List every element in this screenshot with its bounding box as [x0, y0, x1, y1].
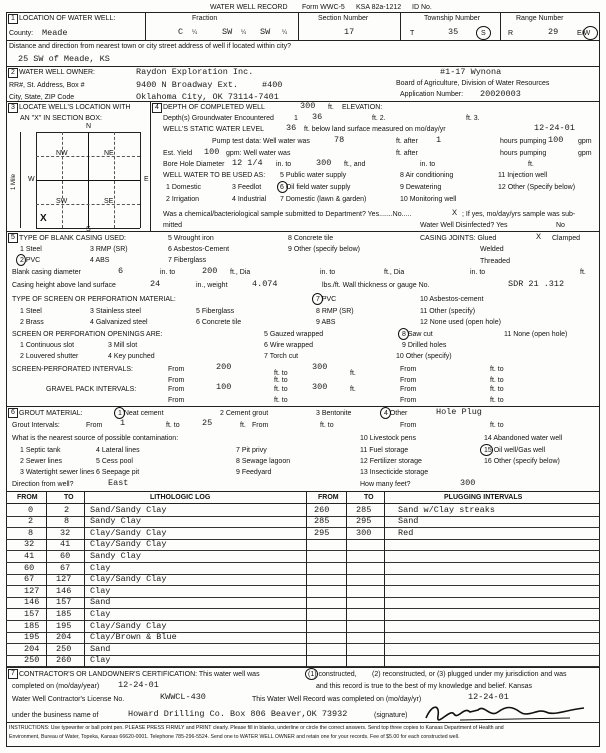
- grout-label: GROUT MATERIAL:: [19, 410, 83, 417]
- lith-from-cell: 195: [24, 632, 40, 643]
- completion-date: 12-24-01: [118, 680, 159, 690]
- chem-label: Was a chemical/bacteriological sample submitted to Department? Yes.......No.....: [163, 211, 412, 218]
- plug-description-cell: Red: [398, 527, 414, 538]
- grid-horizontal-line: [36, 228, 140, 229]
- lith-from-cell: 60: [24, 562, 35, 573]
- bore-depth: 300: [316, 158, 332, 168]
- lith-description-cell: Sandy Clay: [90, 516, 142, 527]
- lith-to-cell: 185: [56, 608, 72, 619]
- lith-from-cell: 250: [24, 655, 40, 666]
- business-label: under the business name of: [12, 712, 99, 719]
- lith-to-cell: 204: [56, 632, 72, 643]
- lith-from-cell: 8: [28, 527, 34, 538]
- distance-value: 25 SW of Meade, KS: [18, 54, 110, 64]
- lith-to-cell: 67: [60, 562, 71, 573]
- section-4-number: 4: [152, 103, 162, 113]
- grout-other-circle: [380, 407, 391, 419]
- groundwater-depth-1: 36: [312, 112, 323, 122]
- section-7-number: 7: [8, 669, 18, 679]
- groundwater-label: Depth(s) Groundwater Encountered: [163, 115, 274, 122]
- contamination-label: What is the nearest source of possible contamination:: [12, 435, 179, 442]
- yield-value: 100: [204, 147, 220, 157]
- id-number-label: ID No.: [412, 4, 432, 11]
- lith-to-cell: 8: [64, 516, 70, 527]
- instructions-line-1: INSTRUCTIONS: Use typewriter or ball point pen. PLEASE PRESS FIRMLY and PRINT clearly. Please fill in blanks, underline or circle the correct answers. Send top three copies to Kansas Department of Health and: [9, 725, 504, 731]
- lith-description-cell: Clay/Sandy Clay: [90, 620, 167, 631]
- board-label: Board of Agriculture, Division of Water Resources: [396, 80, 550, 87]
- constructed-circle: [305, 668, 318, 680]
- lith-to-cell: 32: [60, 527, 71, 538]
- fraction-label: Fraction: [192, 15, 218, 22]
- city-label: City, State, ZIP Code: [9, 94, 75, 101]
- direction-value: East: [108, 478, 129, 488]
- casing-depth: 200: [202, 266, 218, 276]
- gravel-pack-to: 300: [312, 382, 328, 392]
- lith-description-cell: Sand/Sandy Clay: [90, 504, 167, 515]
- distance-feet-value: 300: [460, 478, 476, 488]
- static-date: 12-24-01: [534, 123, 575, 133]
- lith-from-cell: 204: [24, 643, 40, 654]
- section-number-value: 17: [344, 27, 355, 37]
- plug-description-cell: Sand: [398, 516, 419, 527]
- owner-city: Oklahoma City, OK 73114-7401: [136, 92, 279, 102]
- lith-to-cell: 2: [64, 504, 70, 515]
- instructions-line-2: Environment, Bureau of Water, Topeka, Kansas 66620-0001. Telephone 785-296-5524. Send one to WATER WELL OWNER and retain one for your records. Fee of $5.00 for each constructed well.: [9, 734, 460, 740]
- ksa-reference: KSA 82a-1212: [356, 4, 402, 11]
- lith-from-cell: 146: [24, 597, 40, 608]
- casing-label: TYPE OF BLANK CASING USED:: [19, 235, 126, 242]
- plug-description-cell: Sand w/Clay streaks: [398, 504, 495, 515]
- section-3-number: 3: [8, 103, 18, 113]
- openings-sawcut-circle: [398, 328, 409, 340]
- owner-suite: #400: [262, 80, 283, 90]
- section-location-grid: [36, 132, 140, 228]
- owner-label: WATER WELL OWNER:: [19, 69, 95, 76]
- lith-description-cell: Clay: [90, 655, 111, 666]
- grout-other-value: Hole Plug: [436, 407, 482, 417]
- lith-to-cell: 146: [56, 585, 72, 596]
- casing-diameter: 6: [118, 266, 124, 276]
- bore-diameter: 12 1/4: [232, 158, 263, 168]
- county-label: County:: [9, 30, 34, 37]
- license-label: Water Well Contractor's License No.: [12, 696, 125, 703]
- lith-from-cell: 41: [24, 550, 35, 561]
- township-value: 35: [448, 27, 459, 37]
- pump-label: Pump test data: Well water was: [212, 138, 310, 145]
- pump-value: 78: [334, 135, 345, 145]
- casing-height: 24: [150, 279, 161, 289]
- well-location-mark: X: [40, 213, 47, 224]
- grid-horizontal-line: [36, 204, 140, 205]
- range-value: 29: [548, 27, 559, 37]
- fraction-q2: SW: [222, 27, 233, 37]
- casing-diameter-label: Blank casing diameter: [12, 269, 81, 276]
- screen-intervals-label: SCREEN-PERFORATED INTERVALS:: [12, 366, 133, 373]
- grout-to: 25: [202, 418, 213, 428]
- casing-sdr: SDR 21 .312: [508, 279, 565, 289]
- application-number: 20020003: [480, 89, 521, 99]
- location-label: LOCATION OF WATER WELL:: [19, 15, 116, 22]
- depth-value: 300: [300, 101, 316, 111]
- grid-horizontal-line: [36, 180, 140, 181]
- contamination-oilwell-circle: [480, 444, 493, 456]
- screen-pvc-circle: [312, 293, 323, 305]
- address-label: RR#, St. Address, Box #: [9, 82, 85, 89]
- lith-description-cell: Sand: [90, 597, 111, 608]
- section-number-label: Section Number: [318, 15, 369, 22]
- distance-feet-label: How many feet?: [360, 481, 411, 488]
- lithologic-log-header: LITHOLOGIC LOG: [150, 494, 211, 501]
- grid-vertical-line: [140, 132, 141, 228]
- lith-from-cell: 2: [28, 516, 34, 527]
- range-west-circle: [583, 26, 598, 40]
- lith-to-cell: 157: [56, 597, 72, 608]
- lith-description-cell: Clay/Brown & Blue: [90, 632, 177, 643]
- plug-from-cell: 285: [314, 516, 330, 527]
- plug-to-cell: 300: [356, 527, 372, 538]
- screen-interval-to: 300: [312, 362, 328, 372]
- lith-description-cell: Clay/Sandy Clay: [90, 527, 167, 538]
- screen-label: TYPE OF SCREEN OR PERFORATION MATERIAL:: [12, 296, 176, 303]
- record-date: 12-24-01: [468, 692, 509, 702]
- casing-weight: 4.074: [252, 279, 278, 289]
- gravel-pack-label: GRAVEL PACK INTERVALS:: [46, 386, 137, 393]
- lith-description-cell: Sandy Clay: [90, 550, 142, 561]
- grout-from: 1: [120, 418, 126, 428]
- lith-to-cell: 41: [60, 539, 71, 550]
- lith-to-cell: 260: [56, 655, 72, 666]
- locate-label-2: AN "X" IN SECTION BOX:: [20, 115, 102, 122]
- yield-label: Est. Yield: [163, 150, 193, 157]
- section-1-number: 1: [8, 14, 18, 24]
- screen-interval-from: 200: [216, 362, 232, 372]
- owner-name: Raydon Exploration Inc.: [136, 67, 254, 77]
- pump-hours: 1: [436, 135, 442, 145]
- use-label: WELL WATER TO BE USED AS:: [163, 172, 266, 179]
- plug-to-cell: 285: [356, 504, 372, 515]
- lith-to-cell: 60: [60, 550, 71, 561]
- section-6-number: 6: [8, 408, 18, 418]
- direction-label: Direction from well?: [12, 481, 74, 488]
- static-label: WELL'S STATIC WATER LEVEL: [163, 126, 265, 133]
- lith-from-cell: 32: [24, 539, 35, 550]
- lith-description-cell: Clay: [90, 608, 111, 619]
- use-oilfield-circle: [277, 181, 288, 193]
- lith-to-cell: 250: [56, 643, 72, 654]
- lith-from-cell: 67: [24, 574, 35, 585]
- plugging-intervals-header: PLUGGING INTERVALS: [444, 494, 523, 501]
- plug-from-cell: 295: [314, 527, 330, 538]
- range-label: Range Number: [516, 15, 564, 22]
- plug-from-cell: 260: [314, 504, 330, 515]
- lith-description-cell: Clay: [90, 585, 111, 596]
- lith-from-cell: 127: [24, 585, 40, 596]
- form-title: WATER WELL RECORD: [210, 4, 288, 11]
- form-number: Form WWC-5: [302, 4, 345, 11]
- business-name: Howard Drilling Co. Box 806 Beaver,OK 73932: [128, 709, 348, 719]
- pump-gpm: 100: [548, 135, 564, 145]
- depth-label: DEPTH OF COMPLETED WELL: [163, 104, 265, 111]
- application-label: Application Number:: [400, 91, 464, 98]
- distance-label: Distance and direction from nearest town or city street address of well if located within city?: [9, 43, 292, 50]
- well-name: #1-17 Wynona: [440, 67, 502, 77]
- grid-vertical-line: [114, 132, 115, 228]
- bore-label: Bore Hole Diameter: [163, 161, 225, 168]
- license-number: KWWCL-430: [160, 692, 206, 702]
- certification-label: CONTRACTOR'S OR LANDOWNER'S CERTIFICATION: This water well was: [19, 671, 260, 678]
- lith-from-cell: 0: [28, 504, 34, 515]
- lith-description-cell: Clay: [90, 562, 111, 573]
- fraction-q1: C: [178, 27, 184, 37]
- casing-height-label: Casing height above land surface: [12, 282, 116, 289]
- lith-description-cell: Clay/Sandy Clay: [90, 574, 167, 585]
- section-5-number: 5: [8, 233, 18, 243]
- elevation-label: ELEVATION:: [342, 104, 383, 111]
- static-value: 36: [286, 123, 297, 133]
- county-value: Meade: [42, 28, 68, 38]
- lith-description-cell: Clay/Sandy Clay: [90, 539, 167, 550]
- owner-address: 9400 N Broadway Ext.: [136, 80, 239, 90]
- township-label: Township Number: [424, 15, 481, 22]
- lith-to-cell: 195: [56, 620, 72, 631]
- township-south-circle: [476, 26, 491, 40]
- lith-from-cell: 157: [24, 608, 40, 619]
- plug-to-cell: 295: [356, 516, 372, 527]
- grout-intervals-label: Grout Intervals:: [12, 422, 60, 429]
- contractor-signature: [420, 700, 590, 724]
- casing-pvc-circle: [16, 254, 26, 266]
- lith-from-cell: 185: [24, 620, 40, 631]
- section-2-number: 2: [8, 68, 18, 78]
- fraction-q3: SW: [260, 27, 271, 37]
- lith-description-cell: Sand: [90, 643, 111, 654]
- lith-to-cell: 127: [56, 574, 72, 585]
- gravel-pack-from: 100: [216, 382, 232, 392]
- openings-label: SCREEN OR PERFORATION OPENINGS ARE:: [12, 331, 163, 338]
- locate-label: LOCATE WELL'S LOCATION WITH: [19, 104, 131, 111]
- water-well-record-form: WATER WELL RECORD Form WWC-5 KSA 82a-1212 ID No. 1 LOCATION OF WATER WELL: County: Meade Fraction C ¼ SW ¼ SW ¼ Section Number 17 Township Number T 35 S Range Number R 29 E/W Distance and direction from nearest town or city street address of well if located within city? 25 SW of Meade, KS 2 WATER WELL OWNER: Raydon Exploration Inc. RR#, St. Address, Box # 9400 N Broadway Ext. #400 City, State, ZIP Code Oklahoma City, OK 73114-7401 #1-17 Wynona Board of Agriculture, Division of Water Resources Application Number: 20020003 3 LOCATE WELL'S LOCATION WITH AN "X" IN SECTION BOX: N S W E 1 Mile NW NE SW SE X 4 DEPTH OF COMPLETED WELL 300 ft. ELEVATION: Depth(s) Groundwater Encountered 1 36 ft. 2. ft. 3. WELL'S STATIC WATER LEVEL 36 ft. below land surface measured on mo/day/yr 12-24-01 Pump test data: Well water was 78 ft. after 1 hours pumping 100 gpm Est. Yield 100 gpm: Well water was ft. after hours pumping gpm Bore Hole Diameter 12 1/4 in. to 300 ft., and in. to ft. WELL WATER TO BE USED AS: 5 Public water supply 8 Air conditioning 11 Injection well 1 Domestic 3 Feedlot 6 Oil field water supply 9 Dewatering 12 Other (Specify below) 2 Irrigation 4 Industrial 7 Domestic (lawn & garden) 10 Monitoring well Was a chemical/bacteriological sample submitted to Department? Yes.......No..... X ; If yes, mo/day/yrs sample was sub- mitted Water Well Disinfected? Yes No 5 TYPE OF BLANK CASING USED: 1 Steel 2 PVC 3 RMP (SR) 4 ABS 5 Wrought iron 6 Asbestos-Cement 7 Fiberglass 8 Concrete tile 9 Other (specify below) CASING JOINTS: Glued X Clamped Welded Threaded Blank casing diameter 6 in. to 200 ft., Dia in. to ft., Dia in. to ft. Casing height above land surface 24 in., weight 4.074 lbs./ft. Wall thickness or gauge No. SDR 21 .312 TYPE OF SCREEN OR PERFORATION MATERIAL: 1 Steel 2 Brass 3 Stainless steel 4 Galvanized steel 5 Fiberglass 6 Concrete tile 7 PVC 8 RMP (SR) 9 ABS 10 Asbestos-cement 11 Other (specify) 12 None used (open hole) SCREEN OR PERFORATION OPENINGS ARE: 1 Continuous slot 2 Louvered shutter 3 Mill slot 4 Key punched 5 Gauzed wrapped 6 Wire wrapped 7 Torch cut 8 Saw cut 9 Drilled holes 10 Other (specify) 11 None (open hole) SCREEN-PERFORATED INTERVALS: From 200 ft. to 300 ft. From ft. to From ft. to From ft. to GRAVEL PACK INTERVALS: From 100 ft. to 300 ft. From ft. to From ft. to From ft. to 6 GROUT MATERIAL: 1 Neat cement 2 Cement grout 3 Bentonite 4 Other Hole Plug Grout Intervals: From 1 ft. to 25 ft. From ft. to From ft. to What is the nearest source of possible contamination: 1 Septic tank 4 Lateral lines 7 Pit privy 10 Livestock pens 14 Abandoned water well 2 Sewer lines 5 Cess pool 8 Sewage lagoon 11 Fuel storage 15 Oil well/Gas well 3 Watertight sewer lines 6 Seepage pit 9 Feedyard 12 Fertilizer storage 16 Other (specify below) 13 Insecticide storage Direction from well? East How many feet? 300 FROM TO LITHOLOGIC LOG FROM TO PLUGGING INTERVALS 0 2 Sand/Sandy Clay 2 8 Sandy Clay 8 32 Clay/Sandy Clay 32 41 Clay/Sandy Clay 41 60 Sandy Clay 60 67 Clay 67 127 Clay/Sandy Clay 127 146 Clay 146 157 Sand 157 185 Clay 185 195 Clay/Sandy Clay 195 204 Clay/Brown & Blue 204 250 Sand 250 260 Clay 260 285 Sand w/Clay streaks 285 295 Sand 295 300 Red 7 CONTRACTOR'S OR LANDOWNER'S CERTIFICATION: This water well was (1) constructed, (2) reconstructed, or (3) plugged under my jurisdiction and was completed on (mo/day/year) 12-24-01 and this record is true to the best of my knowledge and belief. Kansas Water Well Contractor's License No. KWWCL-430 This Water Well Record was completed on (mo/day/yr) 12-24-01 under the business name of Howard Drilling Co. Box 806 Beaver,OK 73932 (signature) INSTRUCTIONS: Use typewriter or ball point pen. PLEASE PRESS FIRMLY and PRINT clearly. Please fill in blanks, underline or circle the correct answers. Send top three copies to Kansas Department of Health and Environment, Bureau of Water, Topeka, Kansas 66620-0001. Telephone 785-296-5524. Send one to WATER WELL OWNER and retain one for your records. Fee of $5.00 for each constructed well.: [0, 0, 606, 753]
